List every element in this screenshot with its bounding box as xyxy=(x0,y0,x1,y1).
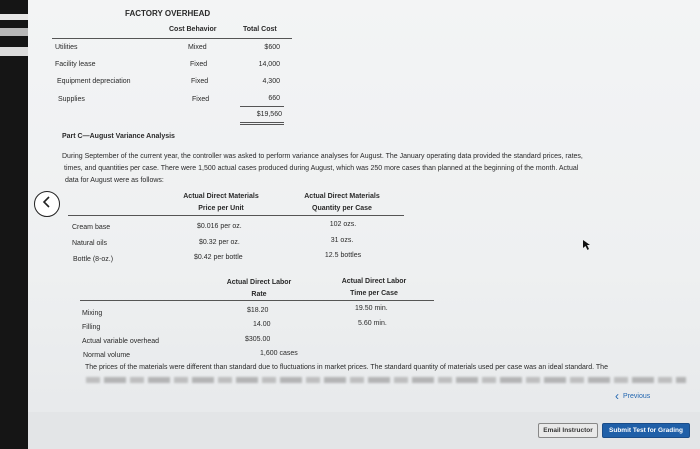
footer-paragraph: The prices of the materials were different than standard due to fluctuations in market prices. The standard quantity of materials used per case was an ideal standard. The xyxy=(85,364,608,371)
total-rule xyxy=(240,124,284,125)
divider xyxy=(80,300,434,301)
mouse-cursor-icon xyxy=(583,237,591,255)
paragraph-line: data for August were as follows: xyxy=(65,177,164,184)
labor-rate-header: Rate xyxy=(251,291,267,298)
overhead-behavior: Mixed xyxy=(188,44,207,51)
back-nav-button[interactable] xyxy=(34,191,60,217)
previous-label: Previous xyxy=(623,392,651,400)
labor-time-header: Actual Direct Labor xyxy=(341,278,407,285)
labor-time: 19.50 min. xyxy=(355,305,388,312)
cut-off-text-line xyxy=(86,377,686,383)
previous-button[interactable] xyxy=(615,389,690,403)
divider xyxy=(68,215,404,216)
subtotal-rule xyxy=(240,106,284,107)
overhead-cost: $600 xyxy=(264,44,280,51)
part-c-heading: Part C—August Variance Analysis xyxy=(62,133,175,140)
overhead-cost: 660 xyxy=(268,95,280,102)
overhead-behavior: Fixed xyxy=(190,61,208,68)
materials-qty: 12.5 bottles xyxy=(324,252,362,259)
overhead-item: Utilities xyxy=(55,44,78,51)
overhead-cost: 14,000 xyxy=(258,61,280,68)
volume-value: 1,600 cases xyxy=(260,350,298,357)
factory-overhead-title: FACTORY OVERHEAD xyxy=(125,9,211,18)
labor-rate-header: Actual Direct Labor xyxy=(226,279,292,286)
divider xyxy=(52,38,292,39)
materials-qty-header: Actual Direct Materials xyxy=(304,193,380,200)
total-rule xyxy=(240,122,284,123)
overhead-item: Equipment depreciation xyxy=(57,78,131,85)
labor-rate: 14.00 xyxy=(253,321,271,328)
overhead-item: Facility lease xyxy=(55,61,96,68)
materials-qty: 31 ozs. xyxy=(330,237,354,244)
labor-rate: $18.20 xyxy=(247,307,269,314)
bottom-toolbar xyxy=(28,412,700,449)
overhead-item: Supplies xyxy=(58,96,85,103)
cost-behavior-header: Cost Behavior xyxy=(169,26,217,33)
materials-qty: 102 ozs. xyxy=(329,221,357,228)
overhead-value: $305.00 xyxy=(245,336,271,343)
materials-item: Natural oils xyxy=(72,240,108,247)
materials-price: $0.42 per bottle xyxy=(194,254,243,261)
strip-bar xyxy=(0,28,28,36)
labor-item: Mixing xyxy=(82,310,103,317)
overhead-behavior: Fixed xyxy=(192,96,210,103)
paragraph-line: During September of the current year, the controller was asked to perform variance analyses for August. The January operating data provided the standard prices, rates, xyxy=(62,153,583,160)
labor-time: 5.60 min. xyxy=(358,320,387,327)
strip-bar xyxy=(0,47,28,56)
email-instructor-button[interactable]: Email Instructor xyxy=(538,423,598,438)
paragraph-line: times, and quantities per case. There were 1,500 actual cases produced during August, which was 250 more cases than planned at the beginning of the month. Actual xyxy=(64,165,579,172)
materials-price-header: Actual Direct Materials xyxy=(183,193,259,200)
materials-price: $0.016 per oz. xyxy=(197,223,242,230)
materials-item: Bottle (8-oz.) xyxy=(73,256,114,263)
submit-test-button[interactable]: Submit Test for Grading xyxy=(602,423,690,438)
materials-price-header: Price per Unit xyxy=(198,205,244,212)
left-edge-strip xyxy=(0,0,28,449)
total-cost-header: Total Cost xyxy=(243,26,277,33)
chevron-left-icon xyxy=(41,195,53,213)
materials-price: $0.32 per oz. xyxy=(199,239,240,246)
overhead-behavior: Fixed xyxy=(191,78,209,85)
overhead-label: Actual variable overhead xyxy=(82,338,160,345)
strip-bar xyxy=(0,14,28,20)
labor-item: Filling xyxy=(82,324,101,331)
overhead-cost: 4,300 xyxy=(262,78,280,85)
volume-label: Normal volume xyxy=(83,352,131,359)
chevron-left-icon: ‹ xyxy=(615,389,619,403)
overhead-total: $19,560 xyxy=(256,111,282,118)
materials-item: Cream base xyxy=(72,224,111,231)
labor-time-header: Time per Case xyxy=(350,290,398,297)
materials-qty-header: Quantity per Case xyxy=(312,205,372,212)
